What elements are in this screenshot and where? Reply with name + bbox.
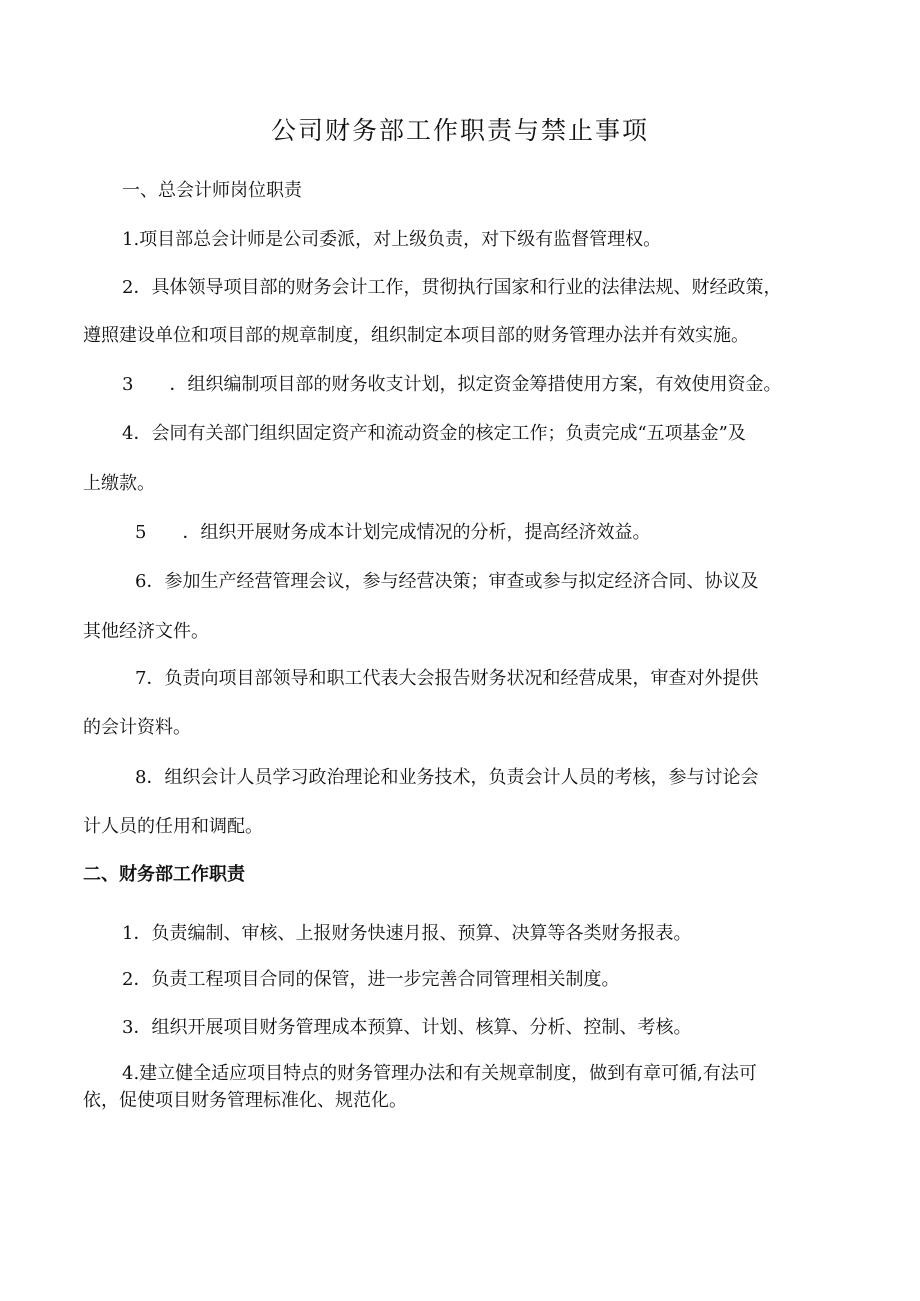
s1-item-2-line-1: 2．具体领导项目部的财务会计工作，贯彻执行国家和行业的法律法规、财经政策， xyxy=(122,277,782,298)
s1-item-8-line-2: 计人员的任用和调配。 xyxy=(83,816,263,837)
s2-item-3-line-1: 3．组织开展项目财务管理成本预算、计划、核算、分析、控制、考核。 xyxy=(122,1017,692,1038)
s1-item-6-line-2: 其他经济文件。 xyxy=(83,621,209,642)
s1-item-2-line-2: 遵照建设单位和项目部的规章制度，组织制定本项目部的财务管理办法并有效实施。 xyxy=(83,325,749,346)
document-title: 公司财务部工作职责与禁止事项 xyxy=(270,116,649,145)
s2-item-4-line-2: 依，促使项目财务管理标准化、规范化。 xyxy=(83,1090,407,1111)
s2-item-4-line-1: 4.建立健全适应项目特点的财务管理办法和有关规章制度，做到有章可循,有法可 xyxy=(122,1063,757,1084)
s1-item-8-line-1: 8．组织会计人员学习政治理论和业务技术，负责会计人员的考核，参与讨论会 xyxy=(135,767,759,788)
s1-item-1-line-1: 1.项目部总会计师是公司委派，对上级负责，对下级有监督管理权。 xyxy=(122,229,662,250)
s1-item-7-line-1: 7．负责向项目部领导和职工代表大会报告财务状况和经营成果，审查对外提供 xyxy=(135,668,759,689)
section-2-heading: 二、财务部工作职责 xyxy=(83,864,245,885)
s2-item-1-line-1: 1．负责编制、审核、上报财务快速月报、预算、决算等各类财务报表。 xyxy=(122,923,692,944)
section-1-heading: 一、总会计师岗位职责 xyxy=(122,180,302,201)
s2-item-2-line-1: 2．负责工程项目合同的保管，进一步完善合同管理相关制度。 xyxy=(122,969,620,990)
s1-item-6-line-1: 6．参加生产经营管理会议，参与经营决策；审查或参与拟定经济合同、协议及 xyxy=(135,571,759,592)
s1-item-3-line-1: 3 ．组织编制项目部的财务收支计划，拟定资金筹措使用方案，有效使用资金。 xyxy=(122,374,782,395)
s1-item-7-line-2: 的会计资料。 xyxy=(83,717,191,738)
s1-item-4-line-1: 4．会同有关部门组织固定资产和流动资金的核定工作；负责完成“五项基金”及 xyxy=(122,423,746,444)
s1-item-4-line-2: 上缴款。 xyxy=(83,473,155,494)
s1-item-5-line-1: 5 ．组织开展财务成本计划完成情况的分析，提高经济效益。 xyxy=(135,522,651,543)
